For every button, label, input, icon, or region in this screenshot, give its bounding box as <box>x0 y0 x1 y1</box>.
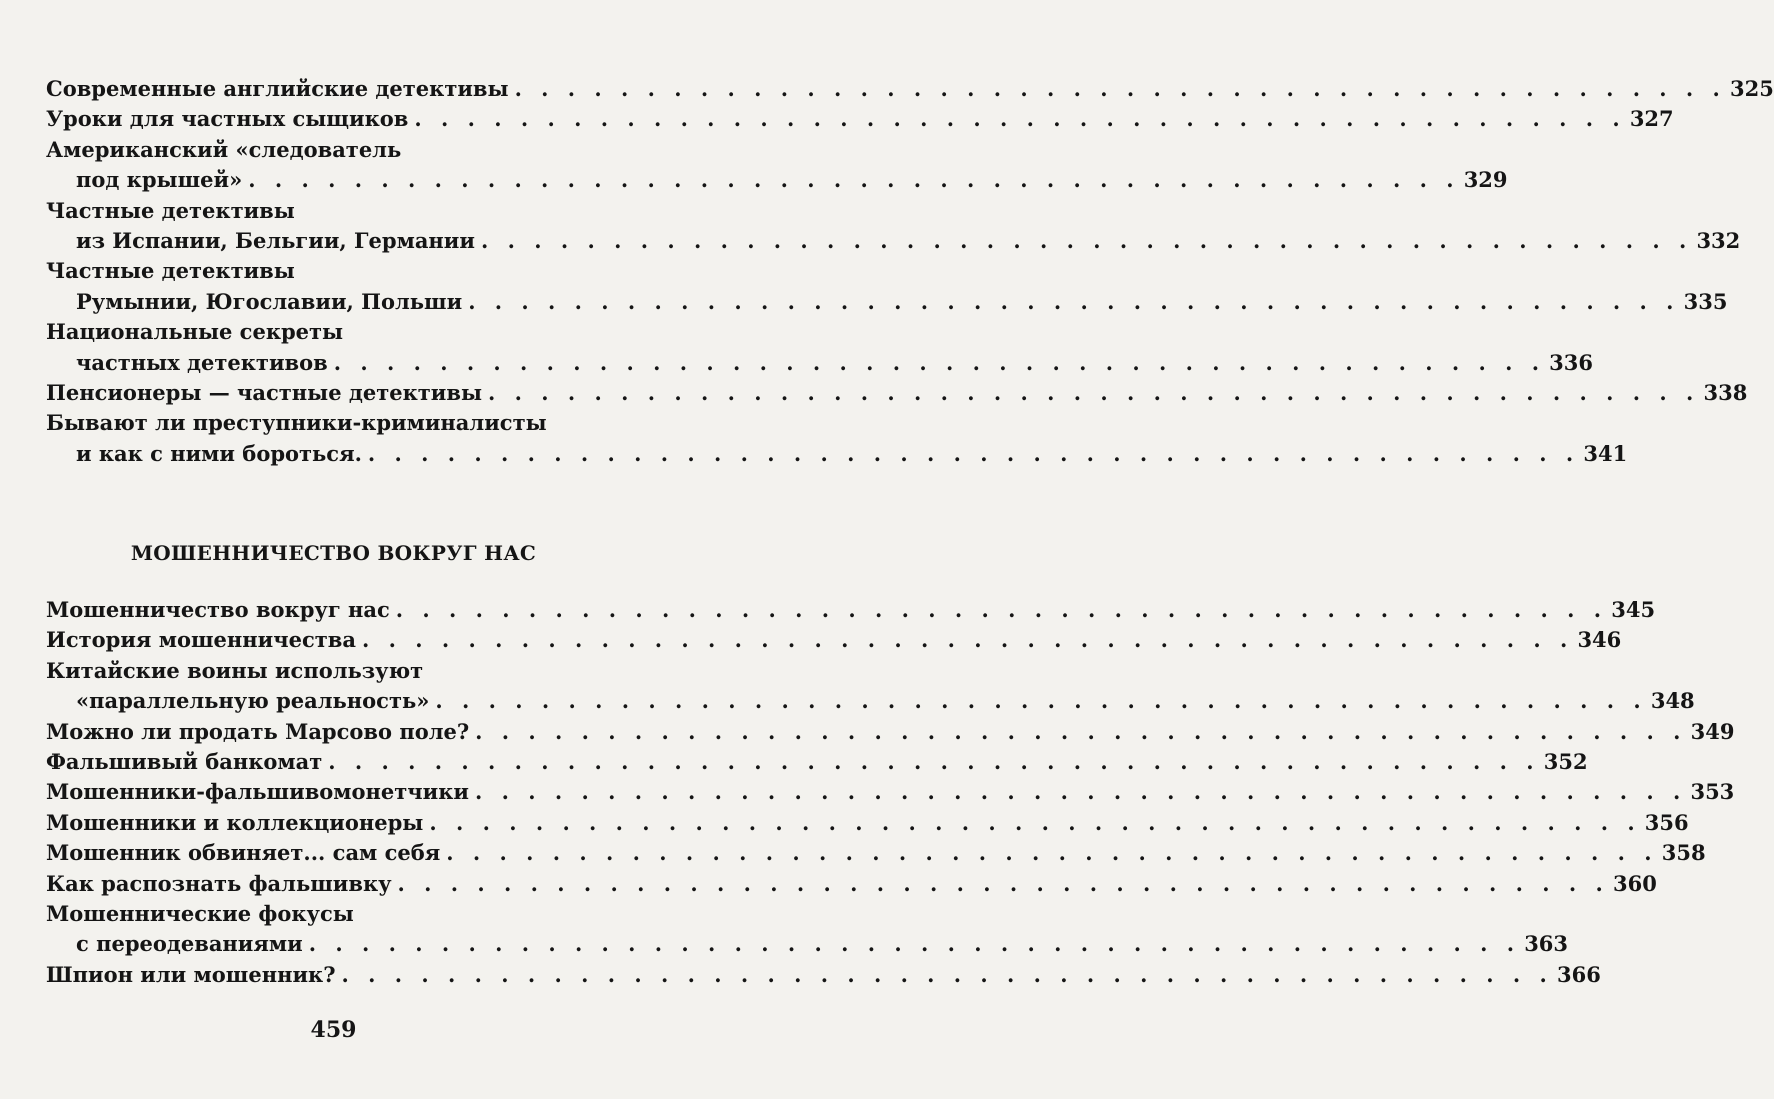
toc-entry-title: Как распознать фальшивку <box>46 870 392 896</box>
toc-entry-title: Пенсионеры — частные детективы <box>46 380 483 406</box>
toc-entry-line <box>46 165 1508 195</box>
toc-entry-line <box>46 439 1628 469</box>
toc-entry <box>46 656 1695 717</box>
toc-entry-page-number: 360 <box>1613 870 1657 896</box>
toc-entry-line <box>46 378 1748 408</box>
toc-entry-page-number: 335 <box>1683 288 1728 314</box>
toc-entry <box>46 747 1588 777</box>
toc-entry-page-number: 345 <box>1611 597 1656 622</box>
dot-leader <box>242 165 1459 195</box>
toc-entry-page-number: 353 <box>1690 779 1735 805</box>
toc-entry-title: Частные детективы <box>46 258 295 284</box>
toc-entry-title: Фальшивый банкомат <box>46 749 323 775</box>
toc-entry-title: и как с ними бороться. <box>76 440 362 466</box>
toc-entry-line <box>46 348 1594 378</box>
toc-entry-line <box>46 104 1674 134</box>
dot-leader <box>408 104 1625 134</box>
toc-entry-page-number: 352 <box>1543 749 1588 775</box>
toc-entry-title: Мошенничество вокруг нас <box>46 597 390 622</box>
toc-entry-title: Можно ли продать Марсово поле? <box>46 718 470 744</box>
dot-leader <box>462 287 1679 317</box>
dot-leader <box>392 869 1609 899</box>
toc-entry <box>46 408 1628 469</box>
dot-leader <box>482 378 1699 408</box>
toc-entry-line <box>46 899 596 929</box>
toc-entry-line <box>46 625 1622 655</box>
toc-entry-title: под крышей» <box>76 167 243 193</box>
toc-entry-line <box>46 838 1706 868</box>
toc-entry-title: Мошенники и коллекционеры <box>46 809 424 835</box>
toc-entry-line <box>46 929 1569 959</box>
toc-entry-title: с переодеваниями <box>76 931 303 957</box>
toc-entry-title: Уроки для частных сыщиков <box>46 106 409 132</box>
dot-leader <box>423 808 1640 838</box>
toc-entry <box>46 378 1748 408</box>
toc-entry-line <box>46 256 596 286</box>
toc-entry-page-number: 346 <box>1577 627 1622 653</box>
dot-leader <box>429 686 1646 716</box>
toc-entry <box>46 869 1657 899</box>
toc-entry-title: Мошенник обвиняет... сам себя <box>46 840 441 866</box>
toc-entry-title: Шпион или мошенник? <box>46 961 336 987</box>
toc-entry-line <box>46 869 1657 899</box>
dot-leader <box>303 929 1520 959</box>
toc-entry-line <box>46 317 596 347</box>
toc-entry <box>46 135 1508 196</box>
toc-entry-line <box>46 196 596 226</box>
toc-entry-title: Современные английские детективы <box>46 76 509 101</box>
toc-entry-page-number: 325 <box>1730 76 1774 101</box>
toc-entry-line <box>46 777 1735 807</box>
toc-entry-title: Американский «следователь <box>46 136 402 162</box>
toc-entry-page-number: 366 <box>1556 961 1601 987</box>
toc-entry-line <box>46 595 1656 625</box>
toc-entry-line <box>46 960 1601 990</box>
dot-leader <box>509 74 1726 104</box>
dot-leader <box>469 717 1686 747</box>
toc-entry-title: История мошенничества <box>46 627 356 653</box>
toc-entry-page-number: 336 <box>1549 349 1594 375</box>
toc-entry-page-number: 341 <box>1583 440 1628 466</box>
toc-entry-line <box>46 747 1588 777</box>
toc-entry <box>46 74 1774 104</box>
toc-entry <box>46 104 1674 134</box>
toc-entry <box>46 960 1601 990</box>
toc-entry <box>46 777 1735 807</box>
toc-entry <box>46 595 1656 625</box>
dot-leader <box>440 838 1657 868</box>
toc-entry <box>46 625 1622 655</box>
toc-entry-page-number: 338 <box>1703 380 1748 406</box>
toc-entry <box>46 196 1741 257</box>
toc-entry-page-number: 363 <box>1524 931 1569 957</box>
toc-entry <box>46 808 1689 838</box>
toc-entry-page-number: 356 <box>1644 809 1689 835</box>
toc-entry-title: «параллельную реальность» <box>76 688 430 714</box>
toc-entry-title: частных детективов <box>76 349 328 375</box>
toc-entry <box>46 838 1706 868</box>
toc-entry-line <box>46 74 1774 104</box>
toc-entry-page-number: 327 <box>1629 106 1674 132</box>
dot-leader <box>356 625 1573 655</box>
dot-leader <box>322 747 1539 777</box>
toc-entry-page-number: 329 <box>1463 167 1508 193</box>
toc-list-top <box>46 74 1774 469</box>
toc-entry-title: Румынии, Югославии, Польши <box>76 288 463 314</box>
page-number: 459 <box>310 1017 357 1043</box>
toc-entry-page-number: 332 <box>1696 228 1741 254</box>
toc-entry-line <box>46 408 596 438</box>
toc-entry-title: Мошеннические фокусы <box>46 901 354 927</box>
toc-entry-line <box>46 135 596 165</box>
dot-leader <box>469 777 1686 807</box>
toc-entry <box>46 899 1569 960</box>
toc-entry <box>46 717 1735 747</box>
toc-entry-page-number: 348 <box>1650 688 1695 714</box>
section-heading: МОШЕННИЧЕСТВО ВОКРУГ НАС <box>130 541 537 565</box>
toc-entry-line <box>46 287 1728 317</box>
dot-leader <box>475 226 1692 256</box>
dot-leader <box>336 960 1553 990</box>
toc-entry-title: Бывают ли преступники-криминалисты <box>46 410 547 436</box>
toc-entry-page-number: 358 <box>1661 840 1706 866</box>
toc-entry <box>46 256 1728 317</box>
toc-entry-line <box>46 717 1735 747</box>
toc-entry-line <box>46 808 1689 838</box>
dot-leader <box>390 595 1607 625</box>
toc-entry-title: из Испании, Бельгии, Германии <box>76 228 475 254</box>
dot-leader <box>328 348 1545 378</box>
toc-entry <box>46 317 1594 378</box>
toc-entry-title: Национальные секреты <box>46 319 344 345</box>
toc-entry-line <box>46 226 1741 256</box>
toc-entry-title: Мошенники-фальшивомонетчики <box>46 779 469 805</box>
toc-entry-page-number: 349 <box>1690 718 1735 744</box>
dot-leader <box>362 439 1579 469</box>
toc-entry-line <box>46 656 596 686</box>
toc-entry-title: Китайские воины используют <box>46 657 424 683</box>
toc-list-bottom <box>46 595 1735 990</box>
toc-entry-line <box>46 686 1695 716</box>
toc-entry-title: Частные детективы <box>46 197 295 223</box>
